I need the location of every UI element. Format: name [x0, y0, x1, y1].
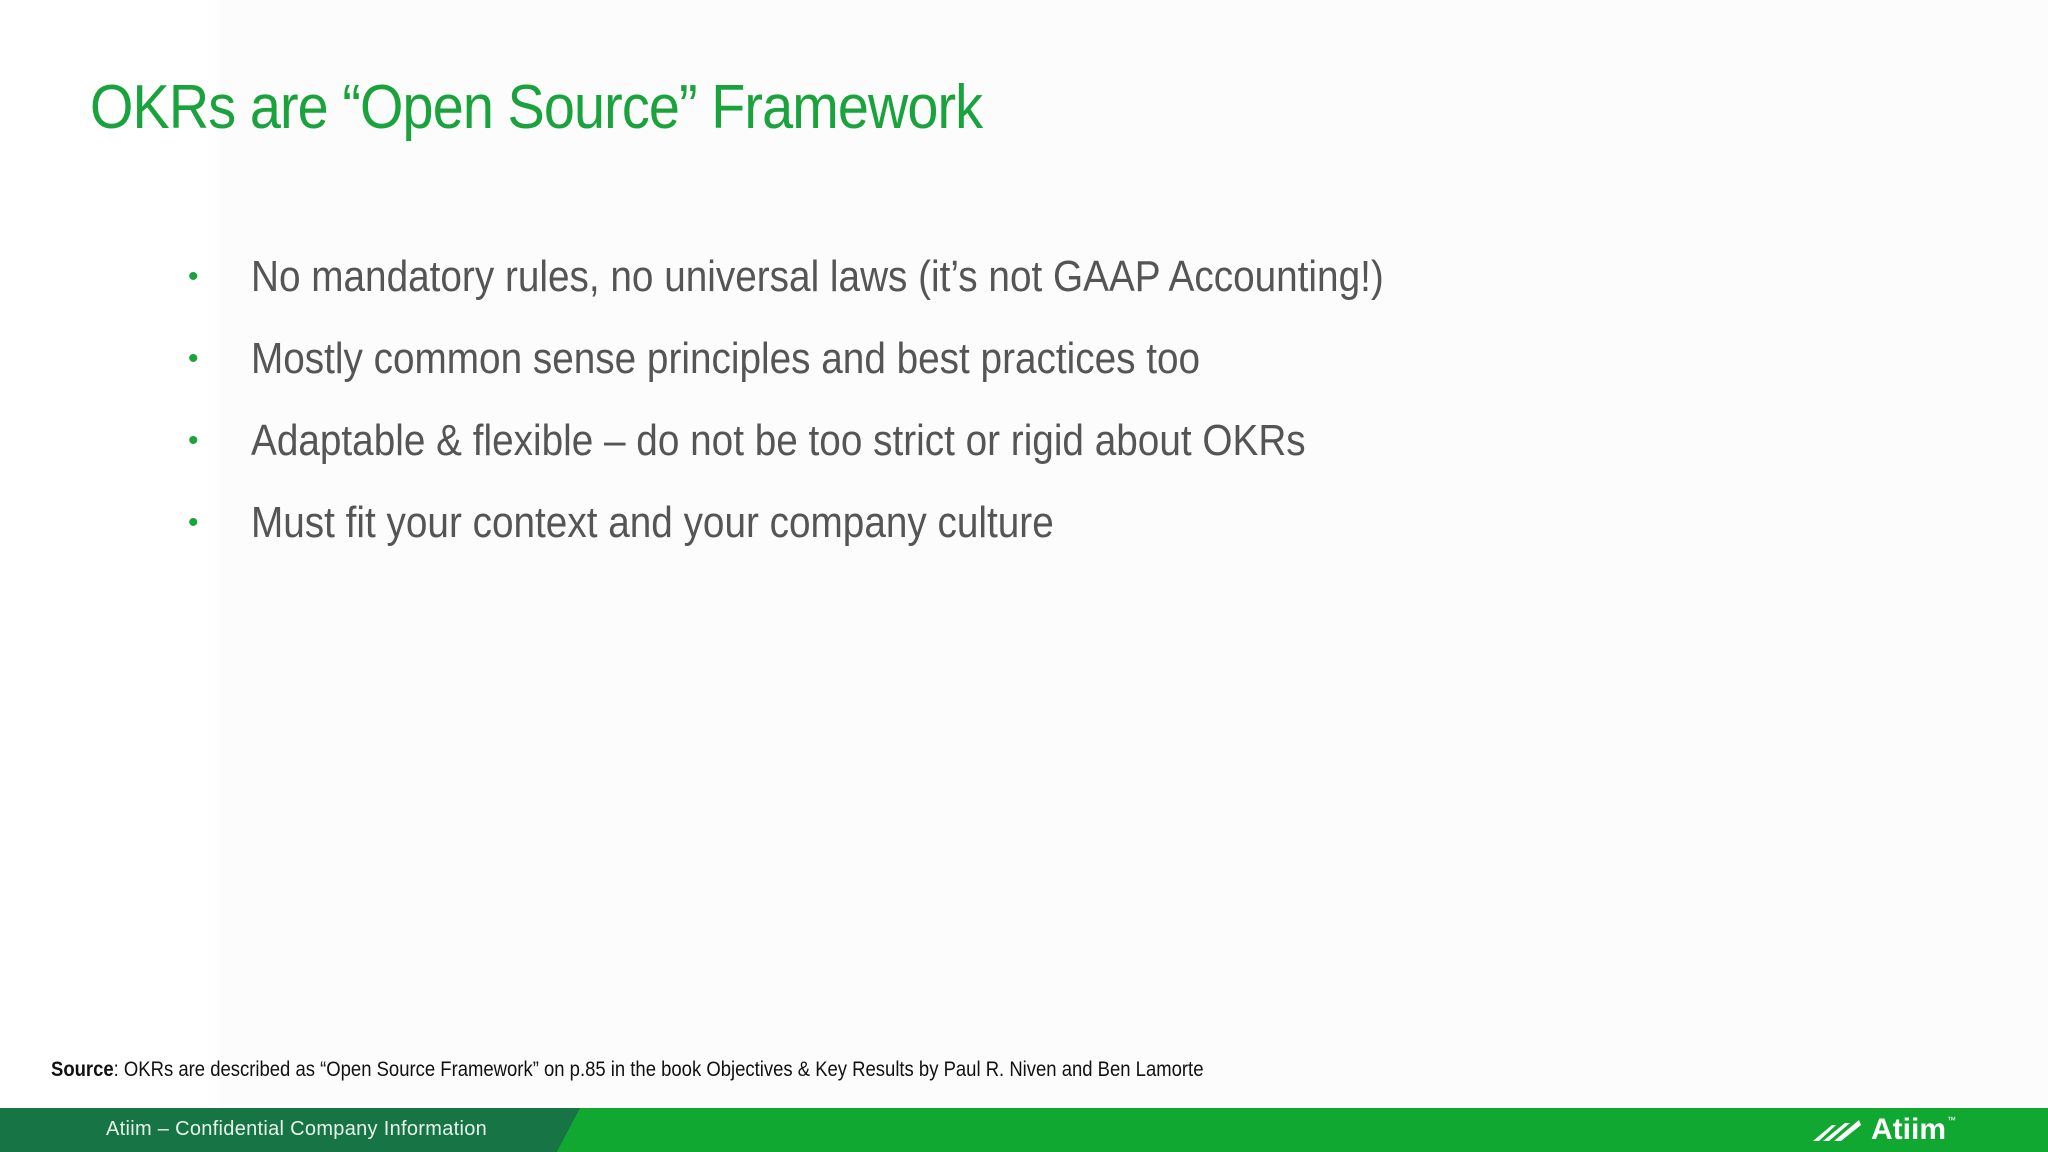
bullet-text: Mostly common sense principles and best practices too — [251, 334, 1201, 383]
bullet-item — [188, 246, 1538, 328]
bullet-text: Adaptable & flexible – do not be too strict or rigid about OKRs — [251, 416, 1306, 465]
confidential-notice: Atiim – Confidential Company Information — [106, 1118, 488, 1140]
source-text: : OKRs are described as “Open Source Framework” on p.85 in the book Objectives & Key Results by Paul R. Niven and Ben Lamorte — [113, 1058, 1204, 1081]
trademark-mark: ™ — [1947, 1115, 1956, 1125]
brand-logo — [1811, 1111, 1956, 1149]
bullet-text: No mandatory rules, no universal laws (it’s not GAAP Accounting!) — [251, 252, 1384, 301]
bullet-text: Must fit your context and your company culture — [251, 498, 1054, 547]
brand-name — [1871, 1111, 1956, 1149]
source-label: Source — [51, 1058, 114, 1081]
brand-name-text: Atiim — [1871, 1113, 1946, 1146]
bullet-item — [188, 328, 1538, 410]
bullet-icon: • — [188, 506, 199, 539]
footer-bar — [0, 1108, 2048, 1152]
slide-title: OKRs are “Open Source” Framework — [90, 73, 983, 142]
bullet-list — [188, 246, 1538, 574]
bullet-item — [188, 492, 1538, 574]
bullet-icon: • — [188, 260, 199, 293]
atiim-logo-icon — [1811, 1117, 1863, 1143]
bullet-icon: • — [188, 342, 199, 375]
bullet-icon: • — [188, 424, 199, 457]
source-note — [51, 1058, 1203, 1082]
bullet-item — [188, 410, 1538, 492]
